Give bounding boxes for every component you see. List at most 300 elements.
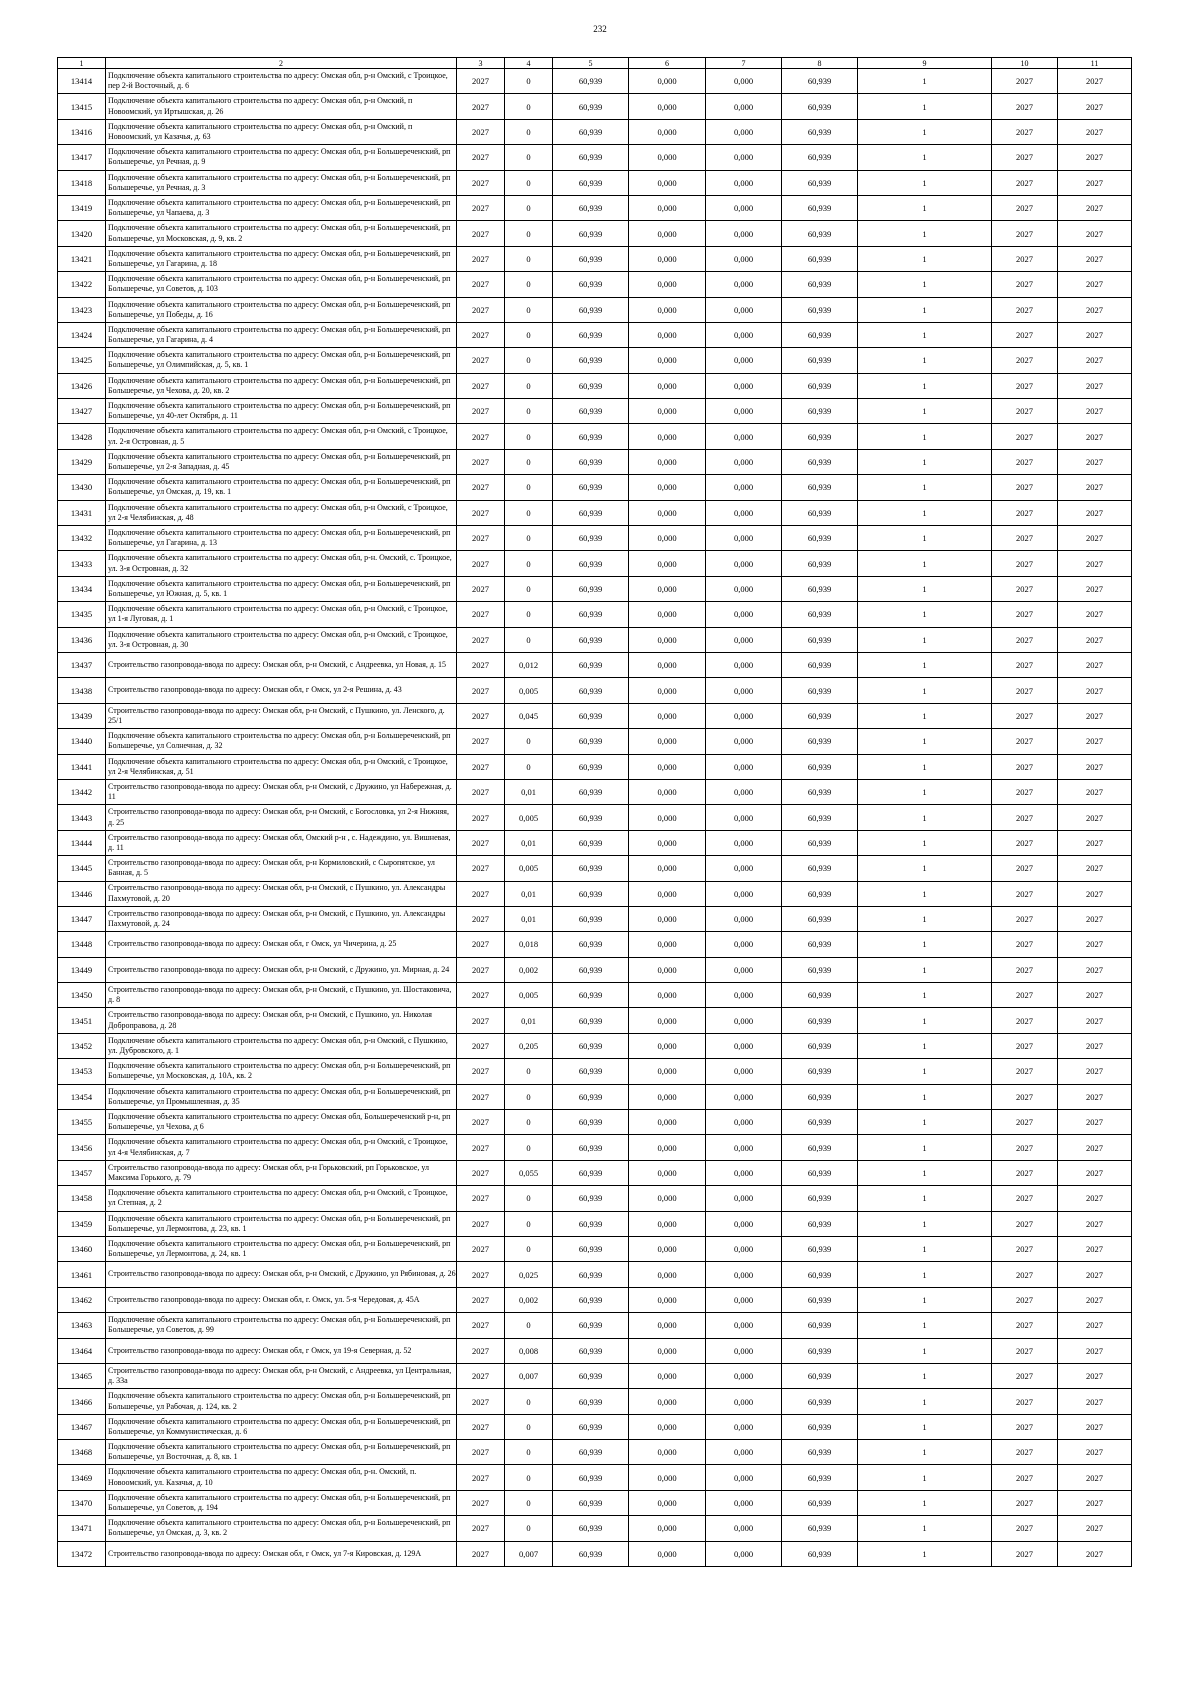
value-cell: 0,000 — [629, 1313, 706, 1338]
end-year-cell: 2027 — [1058, 1262, 1132, 1287]
table-row — [58, 957, 1132, 982]
length-cell: 0 — [505, 1465, 553, 1490]
value-cell: 0,000 — [629, 1541, 706, 1566]
row-number-cell: 13416 — [58, 119, 106, 144]
table-row — [58, 1110, 1132, 1135]
row-number-cell: 13459 — [58, 1211, 106, 1236]
row-number-cell: 13450 — [58, 983, 106, 1008]
description-cell: Подключение объекта капитального строительства по адресу: Омская обл, р-н Большереченский, рп Большеречье, ул Омская, д. 19, кв. 1 — [106, 475, 457, 500]
length-cell: 0 — [505, 526, 553, 551]
column-header: 1 — [58, 58, 106, 69]
year-cell: 2027 — [457, 805, 505, 830]
count-cell: 1 — [858, 399, 992, 424]
total-cell: 60,939 — [782, 449, 858, 474]
count-cell: 1 — [858, 69, 992, 94]
description-cell: Строительство газопровода-ввода по адресу: Омская обл, р-н Омский, с Дружино, ул Рябиновая, д. 26 — [106, 1262, 457, 1287]
value-cell: 0,000 — [706, 297, 782, 322]
length-cell: 0 — [505, 602, 553, 627]
table-row — [58, 348, 1132, 373]
year-cell: 2027 — [457, 1389, 505, 1414]
value-cell: 60,939 — [553, 221, 629, 246]
value-cell: 0,000 — [629, 729, 706, 754]
value-cell: 0,000 — [629, 805, 706, 830]
year-cell: 2027 — [457, 932, 505, 957]
column-header: 2 — [106, 58, 457, 69]
description-cell: Подключение объекта капитального строительства по адресу: Омская обл, р-н Омский, с Троицкое, ул 2-я Челябинская, д. 51 — [106, 754, 457, 779]
length-cell: 0 — [505, 297, 553, 322]
description-cell: Строительство газопровода-ввода по адресу: Омская обл, р-н Омский, с Пушкино, ул. Ленского, д. 25/1 — [106, 703, 457, 728]
count-cell: 1 — [858, 1440, 992, 1465]
value-cell: 0,000 — [706, 551, 782, 576]
table-row — [58, 652, 1132, 677]
total-cell: 60,939 — [782, 1084, 858, 1109]
value-cell: 60,939 — [553, 1465, 629, 1490]
value-cell: 0,000 — [706, 1465, 782, 1490]
description-cell: Подключение объекта капитального строительства по адресу: Омская обл, р-н Большереченский, рп Большеречье, ул Советов, д. 103 — [106, 272, 457, 297]
description-cell: Строительство газопровода-ввода по адресу: Омская обл, р-н Омский, с Пушкино, ул. Александры Пахмутовой, д. 20 — [106, 881, 457, 906]
row-number-cell: 13472 — [58, 1541, 106, 1566]
value-cell: 0,000 — [706, 754, 782, 779]
value-cell: 60,939 — [553, 373, 629, 398]
total-cell: 60,939 — [782, 779, 858, 804]
end-year-cell: 2027 — [1058, 195, 1132, 220]
value-cell: 0,000 — [629, 1363, 706, 1388]
end-year-cell: 2027 — [1058, 1465, 1132, 1490]
length-cell: 0 — [505, 145, 553, 170]
length-cell: 0 — [505, 1440, 553, 1465]
year-cell: 2027 — [457, 1313, 505, 1338]
description-cell: Подключение объекта капитального строительства по адресу: Омская обл, р-н Омский, с Троицкое, ул 2-я Челябинская, д. 48 — [106, 500, 457, 525]
row-number-cell: 13445 — [58, 856, 106, 881]
year-cell: 2027 — [457, 526, 505, 551]
table-row — [58, 1084, 1132, 1109]
row-number-cell: 13441 — [58, 754, 106, 779]
value-cell: 0,000 — [706, 145, 782, 170]
row-number-cell: 13438 — [58, 678, 106, 703]
start-year-cell: 2027 — [992, 576, 1058, 601]
total-cell: 60,939 — [782, 399, 858, 424]
start-year-cell: 2027 — [992, 526, 1058, 551]
value-cell: 60,939 — [553, 1084, 629, 1109]
value-cell: 0,000 — [706, 1414, 782, 1439]
row-number-cell: 13426 — [58, 373, 106, 398]
row-number-cell: 13458 — [58, 1186, 106, 1211]
total-cell: 60,939 — [782, 906, 858, 931]
value-cell: 0,000 — [629, 652, 706, 677]
count-cell: 1 — [858, 805, 992, 830]
year-cell: 2027 — [457, 652, 505, 677]
row-number-cell: 13421 — [58, 246, 106, 271]
start-year-cell: 2027 — [992, 1440, 1058, 1465]
row-number-cell: 13464 — [58, 1338, 106, 1363]
description-cell: Строительство газопровода-ввода по адресу: Омская обл, г Омск, ул 7-я Кировская, д. 129А — [106, 1541, 457, 1566]
year-cell: 2027 — [457, 1160, 505, 1185]
count-cell: 1 — [858, 627, 992, 652]
row-number-cell: 13470 — [58, 1490, 106, 1515]
value-cell: 60,939 — [553, 1211, 629, 1236]
value-cell: 0,000 — [629, 526, 706, 551]
total-cell: 60,939 — [782, 983, 858, 1008]
total-cell: 60,939 — [782, 1236, 858, 1261]
count-cell: 1 — [858, 1236, 992, 1261]
table-row — [58, 1363, 1132, 1388]
row-number-cell: 13471 — [58, 1516, 106, 1541]
row-number-cell: 13462 — [58, 1287, 106, 1312]
year-cell: 2027 — [457, 1059, 505, 1084]
value-cell: 0,000 — [706, 1236, 782, 1261]
start-year-cell: 2027 — [992, 1465, 1058, 1490]
value-cell: 0,000 — [629, 881, 706, 906]
count-cell: 1 — [858, 729, 992, 754]
end-year-cell: 2027 — [1058, 1135, 1132, 1160]
end-year-cell: 2027 — [1058, 348, 1132, 373]
description-cell: Подключение объекта капитального строительства по адресу: Омская обл, р-н Большереченский, рп Большеречье, ул Лермонтова, д. 23, кв. 1 — [106, 1211, 457, 1236]
description-cell: Строительство газопровода-ввода по адресу: Омская обл, г. Омск, ул. 5-я Чередовая, д. 45А — [106, 1287, 457, 1312]
row-number-cell: 13424 — [58, 322, 106, 347]
description-cell: Подключение объекта капитального строительства по адресу: Омская обл, р-н Омский, с Пушкино, ул. Дубровского, д. 1 — [106, 1033, 457, 1058]
total-cell: 60,939 — [782, 1414, 858, 1439]
start-year-cell: 2027 — [992, 449, 1058, 474]
value-cell: 60,939 — [553, 399, 629, 424]
value-cell: 0,000 — [629, 830, 706, 855]
value-cell: 60,939 — [553, 1186, 629, 1211]
column-header: 7 — [706, 58, 782, 69]
count-cell: 1 — [858, 779, 992, 804]
row-number-cell: 13466 — [58, 1389, 106, 1414]
year-cell: 2027 — [457, 424, 505, 449]
year-cell: 2027 — [457, 272, 505, 297]
count-cell: 1 — [858, 678, 992, 703]
year-cell: 2027 — [457, 246, 505, 271]
start-year-cell: 2027 — [992, 322, 1058, 347]
length-cell: 0 — [505, 272, 553, 297]
value-cell: 0,000 — [629, 1338, 706, 1363]
length-cell: 0,008 — [505, 1338, 553, 1363]
row-number-cell: 13446 — [58, 881, 106, 906]
table-row — [58, 1490, 1132, 1515]
year-cell: 2027 — [457, 170, 505, 195]
length-cell: 0,012 — [505, 652, 553, 677]
end-year-cell: 2027 — [1058, 526, 1132, 551]
count-cell: 1 — [858, 348, 992, 373]
value-cell: 60,939 — [553, 170, 629, 195]
count-cell: 1 — [858, 1541, 992, 1566]
description-cell: Подключение объекта капитального строительства по адресу: Омская обл, р-н Большереченский, рп Большеречье, ул Коммунистическая, д. 6 — [106, 1414, 457, 1439]
value-cell: 60,939 — [553, 1338, 629, 1363]
table-row — [58, 500, 1132, 525]
table-row — [58, 94, 1132, 119]
end-year-cell: 2027 — [1058, 906, 1132, 931]
length-cell: 0 — [505, 1084, 553, 1109]
total-cell: 60,939 — [782, 1541, 858, 1566]
value-cell: 0,000 — [629, 1389, 706, 1414]
value-cell: 0,000 — [629, 1287, 706, 1312]
table-row — [58, 526, 1132, 551]
value-cell: 0,000 — [629, 602, 706, 627]
total-cell: 60,939 — [782, 805, 858, 830]
row-number-cell: 13437 — [58, 652, 106, 677]
table-row — [58, 1236, 1132, 1261]
end-year-cell: 2027 — [1058, 94, 1132, 119]
start-year-cell: 2027 — [992, 348, 1058, 373]
year-cell: 2027 — [457, 94, 505, 119]
description-cell: Подключение объекта капитального строительства по адресу: Омская обл, р-н. Омский, п. Новоомский, ул. Казачья, д. 10 — [106, 1465, 457, 1490]
value-cell: 0,000 — [706, 932, 782, 957]
end-year-cell: 2027 — [1058, 322, 1132, 347]
length-cell: 0,01 — [505, 881, 553, 906]
length-cell: 0 — [505, 475, 553, 500]
length-cell: 0 — [505, 399, 553, 424]
total-cell: 60,939 — [782, 602, 858, 627]
count-cell: 1 — [858, 576, 992, 601]
total-cell: 60,939 — [782, 221, 858, 246]
value-cell: 0,000 — [629, 1490, 706, 1515]
start-year-cell: 2027 — [992, 856, 1058, 881]
end-year-cell: 2027 — [1058, 1059, 1132, 1084]
value-cell: 0,000 — [629, 703, 706, 728]
description-cell: Подключение объекта капитального строительства по адресу: Омская обл, р-н Большереченский, рп Большеречье, ул Победы, д. 16 — [106, 297, 457, 322]
year-cell: 2027 — [457, 1236, 505, 1261]
row-number-cell: 13427 — [58, 399, 106, 424]
row-number-cell: 13439 — [58, 703, 106, 728]
total-cell: 60,939 — [782, 881, 858, 906]
table-row — [58, 1516, 1132, 1541]
table-row — [58, 805, 1132, 830]
description-cell: Подключение объекта капитального строительства по адресу: Омская обл, р-н Омский, с Троицкое, ул. 3-я Островная, д. 30 — [106, 627, 457, 652]
length-cell: 0 — [505, 1516, 553, 1541]
start-year-cell: 2027 — [992, 754, 1058, 779]
value-cell: 60,939 — [553, 652, 629, 677]
table-header-row — [58, 58, 1132, 69]
value-cell: 60,939 — [553, 475, 629, 500]
length-cell: 0 — [505, 195, 553, 220]
year-cell: 2027 — [457, 703, 505, 728]
value-cell: 60,939 — [553, 1135, 629, 1160]
length-cell: 0 — [505, 500, 553, 525]
table-row — [58, 297, 1132, 322]
value-cell: 60,939 — [553, 526, 629, 551]
value-cell: 0,000 — [706, 957, 782, 982]
end-year-cell: 2027 — [1058, 297, 1132, 322]
value-cell: 0,000 — [706, 779, 782, 804]
count-cell: 1 — [858, 1262, 992, 1287]
column-header: 8 — [782, 58, 858, 69]
table-row — [58, 576, 1132, 601]
description-cell: Подключение объекта капитального строительства по адресу: Омская обл, р-н Большереченский, рп Большеречье, ул Советов, д. 99 — [106, 1313, 457, 1338]
description-cell: Строительство газопровода-ввода по адресу: Омская обл, г Омск, ул 19-я Северная, д. 52 — [106, 1338, 457, 1363]
year-cell: 2027 — [457, 830, 505, 855]
row-number-cell: 13469 — [58, 1465, 106, 1490]
total-cell: 60,939 — [782, 272, 858, 297]
value-cell: 0,000 — [706, 1490, 782, 1515]
value-cell: 0,000 — [706, 348, 782, 373]
value-cell: 60,939 — [553, 1262, 629, 1287]
count-cell: 1 — [858, 906, 992, 931]
value-cell: 0,000 — [706, 1059, 782, 1084]
row-number-cell: 13448 — [58, 932, 106, 957]
length-cell: 0,007 — [505, 1363, 553, 1388]
total-cell: 60,939 — [782, 297, 858, 322]
table-row — [58, 1211, 1132, 1236]
description-cell: Подключение объекта капитального строительства по адресу: Омская обл, р-н. Омский, с. Троицкое, ул. 3-я Островная, д. 32 — [106, 551, 457, 576]
description-cell: Строительство газопровода-ввода по адресу: Омская обл, р-н Омский, с Андреевка, ул Центральная, д. 33а — [106, 1363, 457, 1388]
count-cell: 1 — [858, 1160, 992, 1185]
value-cell: 0,000 — [629, 551, 706, 576]
end-year-cell: 2027 — [1058, 881, 1132, 906]
value-cell: 0,000 — [706, 1262, 782, 1287]
row-number-cell: 13447 — [58, 906, 106, 931]
end-year-cell: 2027 — [1058, 1313, 1132, 1338]
data-table — [57, 57, 1132, 1567]
year-cell: 2027 — [457, 1414, 505, 1439]
row-number-cell: 13419 — [58, 195, 106, 220]
count-cell: 1 — [858, 1059, 992, 1084]
count-cell: 1 — [858, 1389, 992, 1414]
value-cell: 0,000 — [629, 94, 706, 119]
value-cell: 0,000 — [629, 475, 706, 500]
table-row — [58, 602, 1132, 627]
length-cell: 0,005 — [505, 678, 553, 703]
count-cell: 1 — [858, 1338, 992, 1363]
row-number-cell: 13434 — [58, 576, 106, 601]
total-cell: 60,939 — [782, 94, 858, 119]
end-year-cell: 2027 — [1058, 1363, 1132, 1388]
year-cell: 2027 — [457, 1211, 505, 1236]
row-number-cell: 13428 — [58, 424, 106, 449]
value-cell: 60,939 — [553, 678, 629, 703]
total-cell: 60,939 — [782, 1490, 858, 1515]
start-year-cell: 2027 — [992, 1363, 1058, 1388]
value-cell: 0,000 — [706, 1363, 782, 1388]
value-cell: 0,000 — [629, 69, 706, 94]
value-cell: 0,000 — [629, 1211, 706, 1236]
description-cell: Подключение объекта капитального строительства по адресу: Омская обл, р-н Большереченский, рп Большеречье, ул Лермонтова, д. 24, кв. 1 — [106, 1236, 457, 1261]
year-cell: 2027 — [457, 1338, 505, 1363]
value-cell: 0,000 — [706, 1541, 782, 1566]
description-cell: Строительство газопровода-ввода по адресу: Омская обл, г Омск, ул Чичерина, д. 25 — [106, 932, 457, 957]
end-year-cell: 2027 — [1058, 272, 1132, 297]
length-cell: 0,005 — [505, 856, 553, 881]
year-cell: 2027 — [457, 957, 505, 982]
value-cell: 0,000 — [706, 627, 782, 652]
year-cell: 2027 — [457, 1541, 505, 1566]
start-year-cell: 2027 — [992, 399, 1058, 424]
end-year-cell: 2027 — [1058, 652, 1132, 677]
value-cell: 60,939 — [553, 1110, 629, 1135]
year-cell: 2027 — [457, 500, 505, 525]
start-year-cell: 2027 — [992, 1490, 1058, 1515]
end-year-cell: 2027 — [1058, 1160, 1132, 1185]
value-cell: 60,939 — [553, 703, 629, 728]
count-cell: 1 — [858, 297, 992, 322]
row-number-cell: 13452 — [58, 1033, 106, 1058]
total-cell: 60,939 — [782, 1516, 858, 1541]
year-cell: 2027 — [457, 297, 505, 322]
row-number-cell: 13455 — [58, 1110, 106, 1135]
value-cell: 0,000 — [706, 119, 782, 144]
description-cell: Подключение объекта капитального строительства по адресу: Омская обл, р-н Большереченский, рп Большеречье, ул Гагарина, д. 4 — [106, 322, 457, 347]
table-row — [58, 627, 1132, 652]
total-cell: 60,939 — [782, 551, 858, 576]
count-cell: 1 — [858, 526, 992, 551]
value-cell: 60,939 — [553, 424, 629, 449]
year-cell: 2027 — [457, 221, 505, 246]
value-cell: 0,000 — [706, 1008, 782, 1033]
description-cell: Строительство газопровода-ввода по адресу: Омская обл, р-н Горьковский, рп Горьковское, ул Максима Горького, д. 79 — [106, 1160, 457, 1185]
value-cell: 0,000 — [629, 856, 706, 881]
row-number-cell: 13417 — [58, 145, 106, 170]
value-cell: 60,939 — [553, 729, 629, 754]
table-row — [58, 1287, 1132, 1312]
description-cell: Подключение объекта капитального строительства по адресу: Омская обл, р-н Большереченский, рп Большеречье, ул 2-я Западная, д. 45 — [106, 449, 457, 474]
count-cell: 1 — [858, 1186, 992, 1211]
value-cell: 60,939 — [553, 1160, 629, 1185]
year-cell: 2027 — [457, 373, 505, 398]
count-cell: 1 — [858, 856, 992, 881]
value-cell: 0,000 — [629, 348, 706, 373]
year-cell: 2027 — [457, 779, 505, 804]
end-year-cell: 2027 — [1058, 983, 1132, 1008]
year-cell: 2027 — [457, 1135, 505, 1160]
value-cell: 60,939 — [553, 576, 629, 601]
value-cell: 0,000 — [629, 373, 706, 398]
count-cell: 1 — [858, 373, 992, 398]
value-cell: 0,000 — [706, 449, 782, 474]
description-cell: Строительство газопровода-ввода по адресу: Омская обл, р-н Омский, с Пушкино, ул. Александры Пахмутовой, д. 24 — [106, 906, 457, 931]
count-cell: 1 — [858, 424, 992, 449]
value-cell: 60,939 — [553, 1236, 629, 1261]
value-cell: 0,000 — [629, 424, 706, 449]
page-number: 232 — [593, 24, 607, 34]
table-row — [58, 424, 1132, 449]
value-cell: 0,000 — [629, 627, 706, 652]
start-year-cell: 2027 — [992, 475, 1058, 500]
start-year-cell: 2027 — [992, 1186, 1058, 1211]
total-cell: 60,939 — [782, 1363, 858, 1388]
end-year-cell: 2027 — [1058, 399, 1132, 424]
end-year-cell: 2027 — [1058, 500, 1132, 525]
start-year-cell: 2027 — [992, 424, 1058, 449]
length-cell: 0,025 — [505, 1262, 553, 1287]
value-cell: 0,000 — [629, 246, 706, 271]
total-cell: 60,939 — [782, 1135, 858, 1160]
start-year-cell: 2027 — [992, 1541, 1058, 1566]
year-cell: 2027 — [457, 1287, 505, 1312]
year-cell: 2027 — [457, 678, 505, 703]
description-cell: Подключение объекта капитального строительства по адресу: Омская обл, р-н Большереченский, рп Большеречье, ул Восточная, д. 8, кв. 1 — [106, 1440, 457, 1465]
year-cell: 2027 — [457, 729, 505, 754]
count-cell: 1 — [858, 932, 992, 957]
value-cell: 60,939 — [553, 1008, 629, 1033]
value-cell: 60,939 — [553, 627, 629, 652]
end-year-cell: 2027 — [1058, 1110, 1132, 1135]
total-cell: 60,939 — [782, 246, 858, 271]
value-cell: 0,000 — [629, 1110, 706, 1135]
row-number-cell: 13451 — [58, 1008, 106, 1033]
value-cell: 0,000 — [629, 322, 706, 347]
value-cell: 0,000 — [706, 322, 782, 347]
end-year-cell: 2027 — [1058, 856, 1132, 881]
count-cell: 1 — [858, 246, 992, 271]
table-row — [58, 856, 1132, 881]
value-cell: 0,000 — [629, 1440, 706, 1465]
table-row — [58, 246, 1132, 271]
count-cell: 1 — [858, 500, 992, 525]
value-cell: 60,939 — [553, 779, 629, 804]
table-row — [58, 145, 1132, 170]
description-cell: Подключение объекта капитального строительства по адресу: Омская обл, р-н Большереченский, рп Большеречье, ул Южная, д. 5, кв. 1 — [106, 576, 457, 601]
table-row — [58, 779, 1132, 804]
